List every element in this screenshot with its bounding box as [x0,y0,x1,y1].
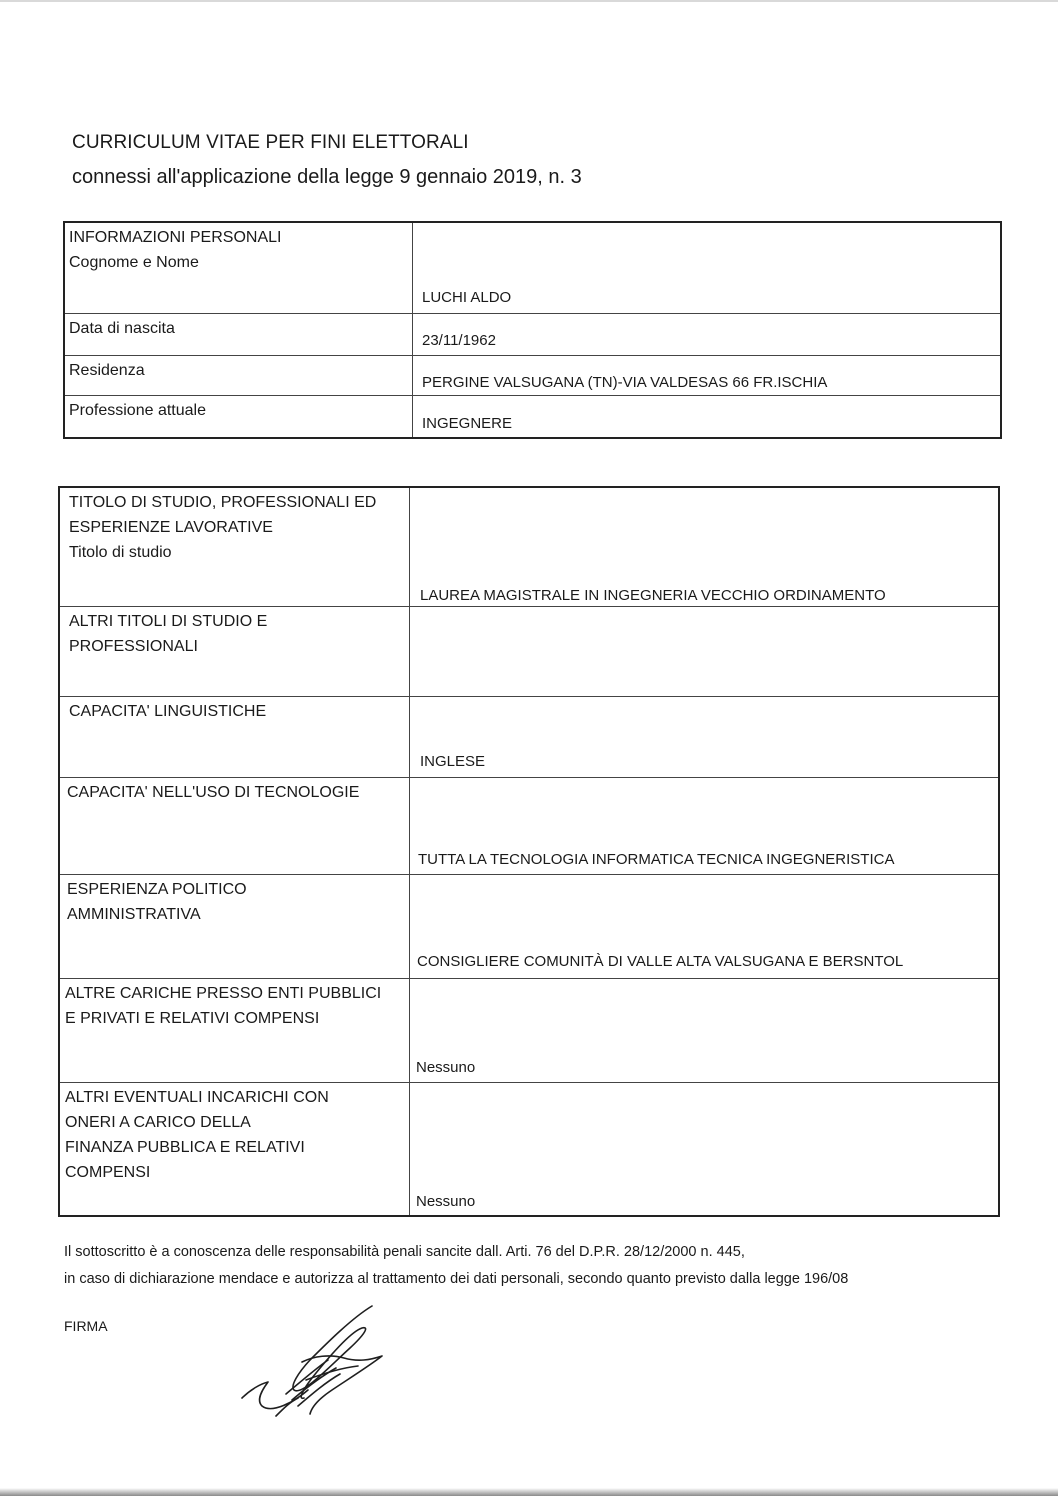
document-title: CURRICULUM VITAE PER FINI ELETTORALI [72,132,469,153]
table-row [60,1082,998,1217]
table-row [60,488,998,606]
table-row [60,874,998,978]
row-label: ESPERIENZA POLITICO AMMINISTRATIVA [67,881,247,923]
row-label: Residenza [69,362,145,379]
table-row [65,395,1000,437]
row-value: PERGINE VALSUGANA (TN)-VIA VALDESAS 66 FR.ISCHIA [422,374,828,391]
table-row [60,606,998,696]
row-value: INGEGNERE [422,415,513,432]
declaration-line-2: in caso di dichiarazione mendace e autorizza al trattamento dei dati personali, secondo quanto previsto dalla legge 196/08 [64,1271,849,1287]
row-value: 23/11/1962 [422,332,496,349]
row-value: Nessuno [416,1059,476,1076]
row-value: INGLESE [420,753,486,770]
row-label: Data di nascita [69,320,175,337]
row-value: CONSIGLIERE COMUNITÀ DI VALLE ALTA VALSUGANA E BERSNTOL [417,953,904,970]
row-label: ALTRI EVENTUALI INCARICHI CON ONERI A CARICO DELLA FINANZA PUBBLICA E RELATIVI COMPENSI [65,1089,329,1181]
table-row [60,777,998,874]
signature-label: FIRMA [64,1318,108,1334]
table-row [65,355,1000,395]
document-subtitle: connessi all'applicazione della legge 9 gennaio 2019, n. 3 [72,166,582,188]
handwritten-signature [232,1298,402,1428]
scan-edge [0,0,1058,2]
row-label: ALTRE CARICHE PRESSO ENTI PUBBLICI E PRIVATI E RELATIVI COMPENSI [65,985,382,1027]
row-value: Nessuno [416,1193,476,1210]
qualifications-table [58,486,1000,1217]
row-value: TUTTA LA TECNOLOGIA INFORMATICA TECNICA INGEGNERISTICA [418,851,895,868]
row-label: CAPACITA' LINGUISTICHE [69,703,267,720]
row-label: TITOLO DI STUDIO, PROFESSIONALI ED ESPERIENZE LAVORATIVE Titolo di studio [69,494,377,561]
row-label: CAPACITA' NELL'USO DI TECNOLOGIE [67,784,360,801]
row-label: INFORMAZIONI PERSONALI Cognome e Nome [69,229,282,271]
row-label: ALTRI TITOLI DI STUDIO E PROFESSIONALI [69,613,268,655]
row-label: Professione attuale [69,402,206,419]
scan-edge [0,1488,1058,1496]
personal-info-table [63,221,1002,439]
table-row [60,696,998,777]
row-value: LUCHI ALDO [422,289,512,306]
table-row [60,978,998,1082]
table-row [65,223,1000,313]
table-row [65,313,1000,355]
row-value: LAUREA MAGISTRALE IN INGEGNERIA VECCHIO ORDINAMENTO [420,587,886,604]
declaration-line-1: Il sottoscritto è a conoscenza delle responsabilità penali sancite dall. Arti. 76 del D.P.R. 28/12/2000 n. 445, [64,1244,745,1260]
